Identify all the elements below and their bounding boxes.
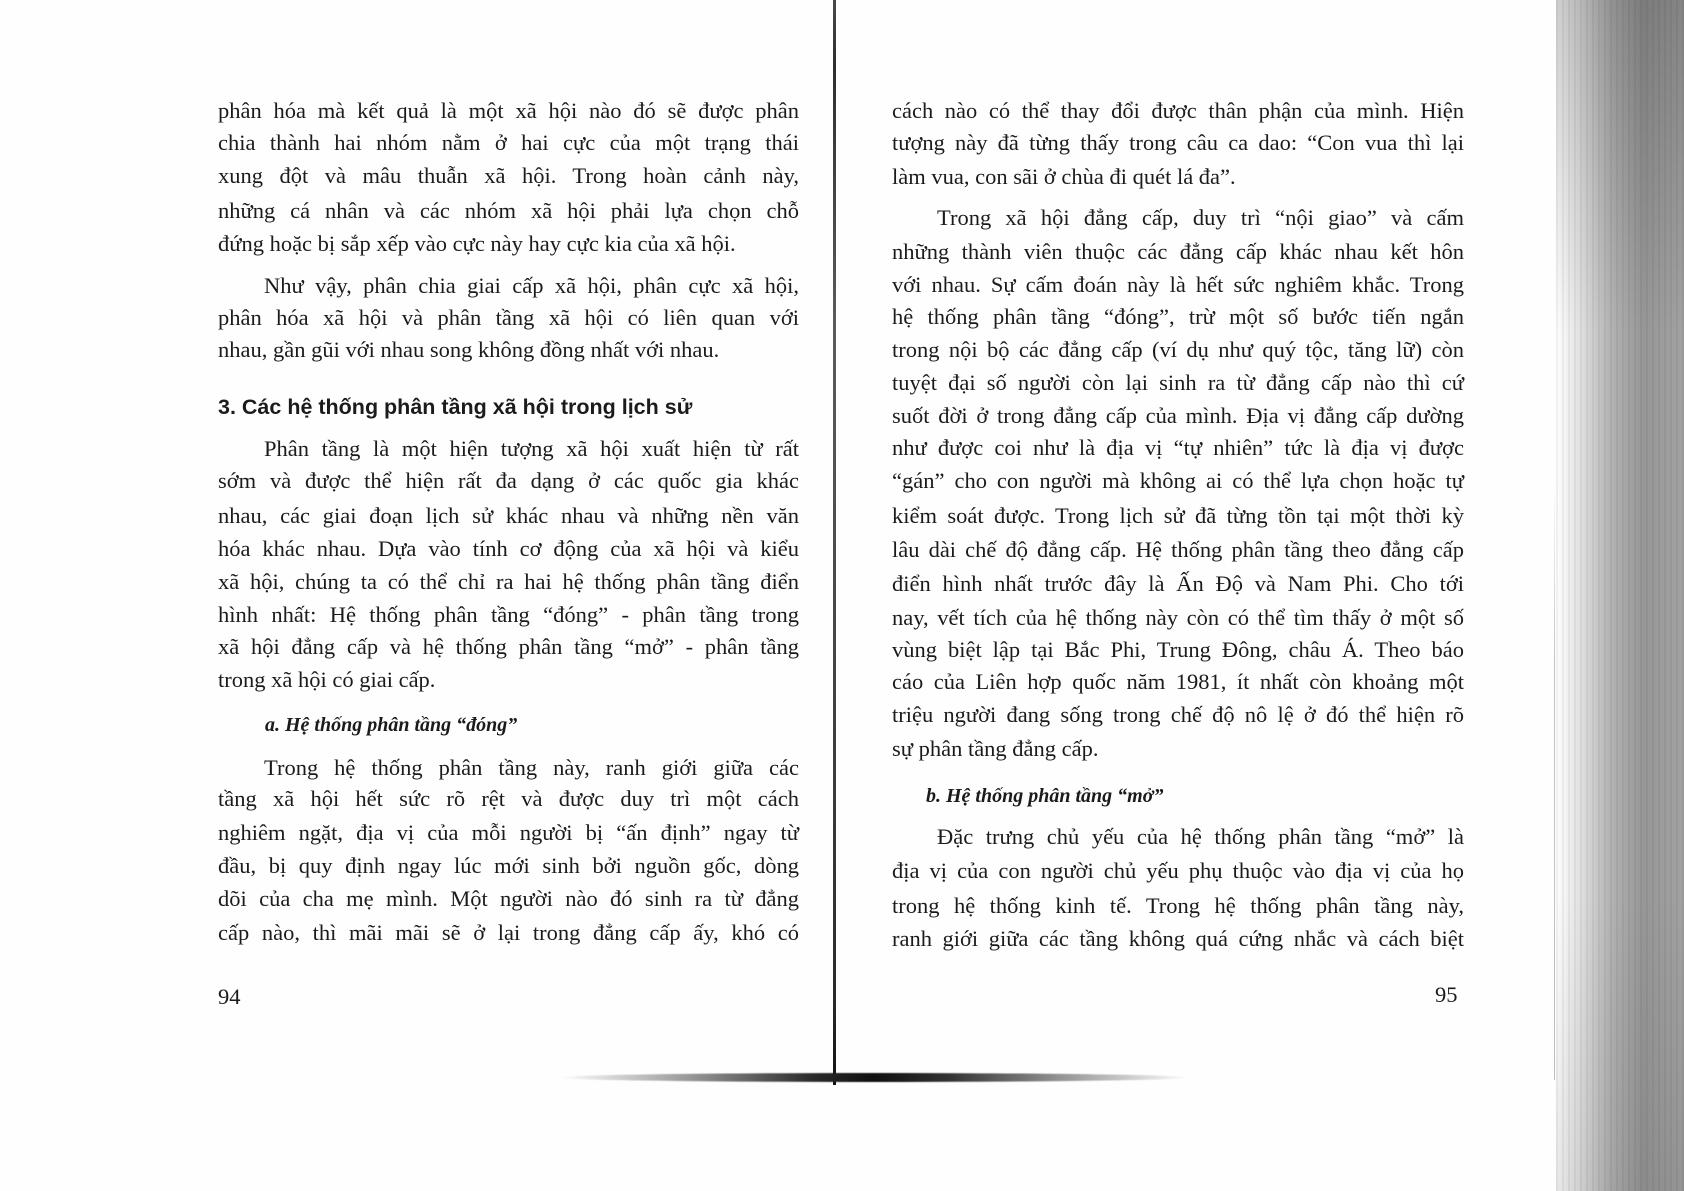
left-p4-line-2: tầng xã hội hết sức rõ rệt và được duy trì một cách [218,786,799,811]
right-p2-line-1: Trong xã hội đẳng cấp, duy trì “nội giao” và cấm [937,205,1464,230]
right-p2-line-6: tuyệt đại số người còn lại sinh ra từ đẳng cấp nào thì cứ [892,370,1464,395]
right-p2-line-3: với nhau. Sự cấm đoán này là hết sức nghiêm khắc. Trong [892,272,1464,297]
right-p2-line-2: những thành viên thuộc các đẳng cấp khác nhau kết hôn [892,239,1464,264]
left-p4-line-3: nghiêm ngặt, địa vị của mỗi người bị “ấn định” ngay từ [218,820,799,845]
subheading-a: a. Hệ thống phân tầng “đóng” [265,714,518,736]
left-p2-line-1: Như vậy, phân chia giai cấp xã hội, phân cực xã hội, [264,273,799,298]
right-p3-line-3: trong hệ thống kinh tế. Trong hệ thống phân tầng này, [892,893,1464,918]
right-p2-line-12: điển hình nhất trước đây là Ấn Độ và Nam Phi. Cho tới [892,571,1464,596]
right-p2-line-13: nay, vết tích của hệ thống này còn có thể tìm thấy ở một số [892,605,1464,630]
left-p4-line-1: Trong hệ thống phân tầng này, ranh giới giữa các [264,755,799,780]
right-p2-line-9: “gán” cho con người mà không ai có thể lựa chọn hoặc tự [892,468,1464,493]
gutter-shadow [559,1073,1189,1082]
right-p2-line-5: trong nội bộ các đẳng cấp (ví dụ như quý tộc, tăng lữ) còn [892,337,1464,362]
right-p1-line-3: làm vua, con sãi ở chùa đi quét lá đa”. [892,164,1236,189]
subheading-b: b. Hệ thống phân tầng “mở” [926,785,1164,807]
right-p2-line-15: cáo của Liên hợp quốc năm 1981, ít nhất còn khoảng một [892,669,1464,694]
book-spine [833,0,836,1085]
left-p1-line-2: chia thành hai nhóm nằm ở hai cực của một trạng thái [218,130,799,155]
right-p2-line-4: hệ thống phân tầng “đóng”, trừ một số bước tiến ngắn [892,304,1464,329]
left-p1-line-5: đứng hoặc bị sắp xếp vào cực này hay cực kia của xã hội. [218,231,736,256]
left-p3-line-2: sớm và được thể hiện rất đa dạng ở các quốc gia khác [218,468,799,493]
page-edge-line [1554,480,1555,1080]
left-p2-line-2: phân hóa xã hội và phân tầng xã hội có liên quan với [218,305,799,330]
left-p3-line-8: trong xã hội có giai cấp. [218,667,436,692]
page-number-right: 95 [1435,982,1458,1007]
left-p1-line-3: xung đột và mâu thuẫn xã hội. Trong hoàn cảnh này, [218,163,799,188]
left-p3-line-6: hình nhất: Hệ thống phân tầng “đóng” - phân tầng trong [218,602,799,627]
right-p2-line-17: sự phân tầng đẳng cấp. [892,736,1099,761]
left-p3-line-4: hóa khác nhau. Dựa vào tính cơ động của xã hội và kiểu [218,536,799,561]
section-heading: 3. Các hệ thống phân tầng xã hội trong lịch sử [218,395,693,419]
left-p3-line-5: xã hội, chúng ta có thể chỉ ra hai hệ thống phân tầng điển [218,569,799,594]
left-p4-line-6: cấp nào, thì mãi mãi sẽ ở lại trong đẳng cấp ấy, khó có [218,920,799,945]
page-edge-shadow [1556,0,1684,1191]
right-p2-line-14: vùng biệt lập tại Bắc Phi, Trung Đông, châu Á. Theo báo [892,637,1464,662]
right-p1-line-1: cách nào có thể thay đổi được thân phận của mình. Hiện [892,98,1464,123]
right-p2-line-11: lâu dài chế độ đẳng cấp. Hệ thống phân tầng theo đẳng cấp [892,537,1464,562]
page-number-left: 94 [218,984,241,1009]
left-p1-line-4: những cá nhân và các nhóm xã hội phải lựa chọn chỗ [218,198,799,223]
left-p4-line-4: đầu, bị quy định ngay lúc mới sinh bởi nguồn gốc, dòng [218,853,799,878]
right-p1-line-2: tượng này đã từng thấy trong câu ca dao: “Con vua thì lại [892,130,1464,155]
right-p2-line-16: triệu người đang sống trong chế độ nô lệ ở đó thể hiện rõ [892,702,1464,727]
left-p1-line-1: phân hóa mà kết quả là một xã hội nào đó sẽ được phân [218,98,799,123]
left-p3-line-1: Phân tầng là một hiện tượng xã hội xuất hiện từ rất [264,436,799,461]
right-p3-line-4: ranh giới giữa các tầng không quá cứng nhắc và cách biệt [892,926,1464,951]
left-p3-line-3: nhau, các giai đoạn lịch sử khác nhau và những nền văn [218,503,799,528]
left-p3-line-7: xã hội đẳng cấp và hệ thống phân tầng “mở” - phân tầng [218,634,799,659]
right-p3-line-2: địa vị của con người chủ yếu phụ thuộc vào địa vị của họ [892,858,1464,883]
left-p4-line-5: dõi của cha mẹ mình. Một người nào đó sinh ra từ đẳng [218,886,799,911]
left-p2-line-3: nhau, gần gũi với nhau song không đồng nhất với nhau. [218,337,720,362]
right-p2-line-10: kiểm soát được. Trong lịch sử đã từng tồn tại một thời kỳ [892,503,1464,528]
right-p2-line-7: suốt đời ở trong đẳng cấp của mình. Địa vị đẳng cấp dường [892,403,1464,428]
right-p3-line-1: Đặc trưng chủ yếu của hệ thống phân tầng “mở” là [937,824,1464,849]
right-p2-line-8: như được coi như là địa vị “tự nhiên” tức là địa vị được [892,435,1464,460]
